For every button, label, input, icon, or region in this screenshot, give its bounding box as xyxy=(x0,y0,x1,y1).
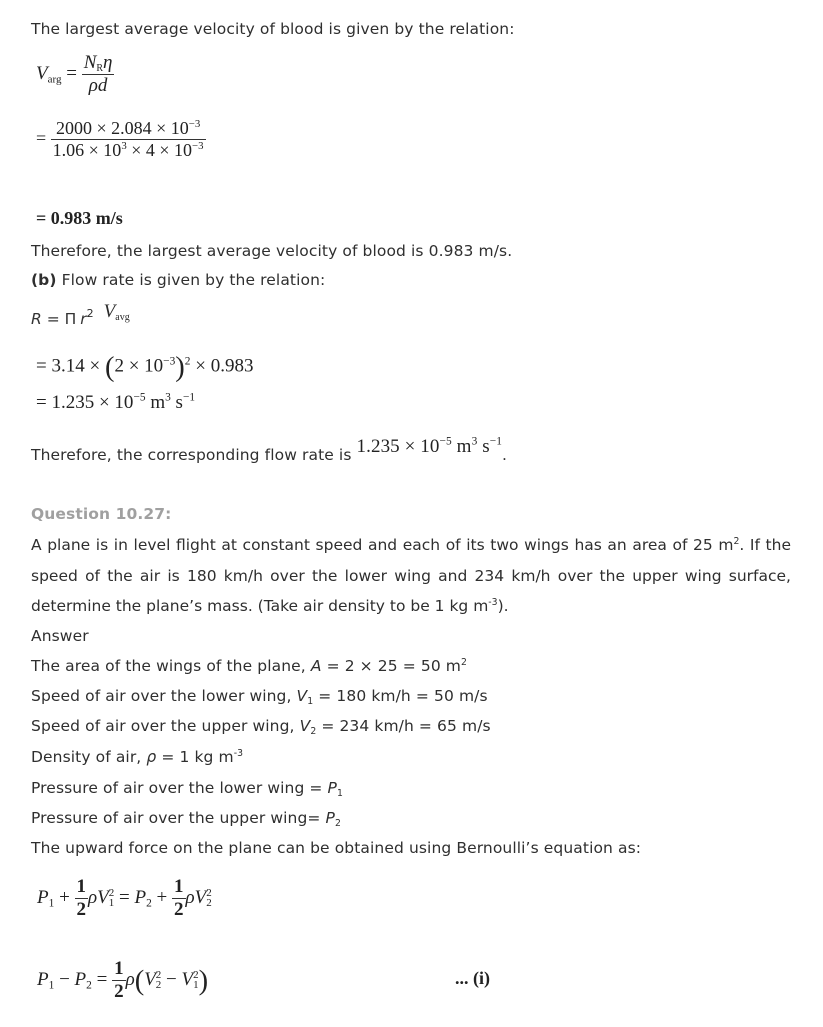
eta-symbol: η xyxy=(103,52,113,73)
answer-area-exponent: 2 xyxy=(461,656,468,668)
answer-line-v1 xyxy=(31,687,488,705)
answer-line-text: Density of air, xyxy=(31,748,147,766)
answer-line-rest: = 234 km/h = 65 m/s xyxy=(316,717,491,735)
substitution-numerator: 2000 × 2.084 × 10 xyxy=(55,118,189,138)
rho-v-symbol: ρV xyxy=(185,887,207,909)
half-fraction xyxy=(75,876,89,922)
answer-v1-subscript: 1 xyxy=(307,695,314,707)
minus-sign: − xyxy=(161,969,182,991)
v2-symbol: V xyxy=(144,969,156,991)
denominator-exponent-2: −3 xyxy=(192,139,204,152)
step2-exponent: −5 xyxy=(133,391,146,404)
answer-var-rho: ρ xyxy=(146,748,157,766)
velocity-result: = 0.983 m/s xyxy=(36,208,123,228)
answer-line-area xyxy=(31,657,467,675)
formula-denominator: ρd xyxy=(88,74,108,96)
question-text xyxy=(31,530,791,622)
answer-line-rest: = 2 × 25 = 50 m xyxy=(321,657,462,675)
step1-inner: 2 × 10 xyxy=(114,355,164,377)
formula-fraction xyxy=(82,52,115,98)
answer-v2-subscript: 2 xyxy=(310,725,317,737)
conclusion-unit-m: m xyxy=(451,436,472,457)
r-symbol: r xyxy=(80,310,87,328)
answer-line-density xyxy=(31,748,243,766)
n-subscript: R xyxy=(96,63,104,74)
velocity-substitution xyxy=(36,118,206,161)
flow-rate-conclusion-value xyxy=(357,436,503,457)
flow-rate-conclusion-text: Therefore, the corresponding flow rate is xyxy=(31,446,357,464)
right-paren: ) xyxy=(175,352,185,383)
answer-line-p2 xyxy=(31,809,341,827)
conclusion-unit-m-exponent: 3 xyxy=(471,435,478,448)
answer-label: Answer xyxy=(31,627,89,645)
answer-p1-subscript: 1 xyxy=(336,787,343,799)
conclusion-exponent: −5 xyxy=(439,435,452,448)
equals-sign: = xyxy=(114,887,135,909)
part-b-label: (b) xyxy=(31,271,57,289)
left-paren: ( xyxy=(104,352,115,383)
step1-prefix: = 3.14 × xyxy=(36,355,105,377)
v-avg-subscript: avg xyxy=(115,312,130,323)
answer-line-p1 xyxy=(31,779,343,797)
p2-symbol: P xyxy=(134,887,147,909)
answer-line-text: Speed of air over the lower wing, xyxy=(31,687,297,705)
rho-v-symbol: ρV xyxy=(88,887,109,909)
v2-exponent: 2 xyxy=(206,886,212,899)
flow-rate-intro xyxy=(31,271,325,289)
conclusion-unit-s-exponent: −1 xyxy=(489,435,503,448)
question-density-exponent: -3 xyxy=(488,596,498,608)
p1-symbol: P xyxy=(37,887,49,909)
equation-tag: ... (i) xyxy=(455,968,490,988)
answer-var-p: P xyxy=(327,779,337,797)
equals-sign: = xyxy=(36,127,47,148)
v2-subscript: 2 xyxy=(155,978,162,991)
v1-subscript: 1 xyxy=(193,978,199,991)
half-numerator: 1 xyxy=(174,876,184,897)
equals-sign: = xyxy=(91,969,113,991)
n-symbol: N xyxy=(83,52,97,73)
left-paren: ( xyxy=(134,965,145,997)
step1-outer-exponent: 2 xyxy=(184,355,191,368)
v1-subscript: 1 xyxy=(108,896,115,909)
flow-rate-intro-text: Flow rate is given by the relation: xyxy=(56,271,326,289)
substitution-fraction xyxy=(51,118,206,161)
flow-rate-formula xyxy=(31,301,130,330)
half-numerator: 1 xyxy=(76,876,87,897)
question-heading: Question 10.27: xyxy=(31,505,172,523)
flow-rate-conclusion xyxy=(31,435,508,466)
answer-var-a: A xyxy=(310,657,322,675)
unit-m-exponent: 3 xyxy=(165,391,171,404)
v2-subscript: 2 xyxy=(206,896,212,909)
answer-line-v2 xyxy=(31,717,491,735)
question-text-1: A plane is in level flight at constant speed and each of its two wings has an area of 25 m xyxy=(31,536,734,554)
answer-line-rest: = 1 kg m xyxy=(156,748,234,766)
unit-s-exponent: −1 xyxy=(182,391,196,404)
v1-exponent: 2 xyxy=(108,886,115,899)
p1-subscript: 1 xyxy=(48,897,55,910)
bernoulli-equation-1 xyxy=(37,876,212,922)
answer-var-v: V xyxy=(299,717,311,735)
flow-rate-step-1 xyxy=(36,352,253,384)
half-fraction xyxy=(112,958,126,1004)
v2-exponent: 2 xyxy=(155,968,162,981)
answer-line-rest: = 180 km/h = 50 m/s xyxy=(313,687,488,705)
pi-symbol: Π xyxy=(64,310,77,328)
answer-line-text: Pressure of air over the lower wing = xyxy=(31,779,328,797)
denominator-part-2: × 4 × 10 xyxy=(126,139,193,160)
right-paren: ) xyxy=(198,965,209,997)
answer-density-exponent: -3 xyxy=(233,747,244,759)
conclusion-unit-s: s xyxy=(477,436,490,457)
numerator-exponent: −3 xyxy=(188,117,201,130)
minus-sign: − xyxy=(54,969,75,991)
rho-symbol: ρ xyxy=(125,969,135,991)
answer-line-bernoulli: The upward force on the plane can be obtained using Bernoulli’s equation as: xyxy=(31,839,642,857)
step2-prefix: = 1.235 × 10 xyxy=(36,392,134,413)
half-denominator: 2 xyxy=(114,980,124,1002)
r-equals: R = xyxy=(31,310,65,328)
p1-subscript: 1 xyxy=(48,979,55,992)
r-exponent: 2 xyxy=(86,306,94,320)
question-area-exponent: 2 xyxy=(733,535,740,547)
p2-symbol: P xyxy=(74,969,87,991)
conclusion-value: 1.235 × 10 xyxy=(356,436,440,457)
answer-line-text: Speed of air over the upper wing, xyxy=(31,717,300,735)
velocity-conclusion: Therefore, the largest average velocity of blood is 0.983 m/s. xyxy=(31,242,513,260)
velocity-formula xyxy=(36,52,114,98)
p2-subscript: 2 xyxy=(146,897,152,910)
conclusion-period: . xyxy=(502,446,508,464)
plus-sign: + xyxy=(151,887,173,909)
unit-m: m xyxy=(145,392,166,413)
bernoulli-equation-2 xyxy=(37,958,208,1004)
v-subscript: arg xyxy=(47,73,62,86)
flow-rate-step-2 xyxy=(36,392,195,414)
question-text-2: . If the speed of the air is 180 km/h over the lower wing and 234 km/h over the upper wing surface, determine the plane’s mass. (Take air density to be 1 kg m xyxy=(31,536,791,615)
v1-symbol: V xyxy=(181,969,194,991)
question-text-3: ). xyxy=(497,597,509,615)
plus-sign: + xyxy=(54,887,75,909)
p2-subscript: 2 xyxy=(86,979,92,992)
half-denominator: 2 xyxy=(76,898,87,920)
denominator-part-1: 1.06 × 10 xyxy=(52,139,122,160)
step1-inner-exponent: −3 xyxy=(163,355,176,368)
equals-sign: = xyxy=(66,63,77,85)
v1-exponent: 2 xyxy=(193,968,199,981)
v-avg-symbol: V xyxy=(103,301,116,322)
step1-suffix: × 0.983 xyxy=(190,355,254,377)
denominator-exponent-1: 3 xyxy=(121,139,127,152)
unit-s: s xyxy=(170,392,183,413)
half-numerator: 1 xyxy=(114,958,124,979)
v-symbol: V xyxy=(36,63,48,85)
velocity-intro: The largest average velocity of blood is given by the relation: xyxy=(31,20,515,38)
half-denominator: 2 xyxy=(174,898,184,920)
half-fraction xyxy=(172,876,186,922)
answer-line-text: Pressure of air over the upper wing= xyxy=(31,809,326,827)
p1-symbol: P xyxy=(37,969,49,991)
answer-line-text: The area of the wings of the plane, xyxy=(31,657,311,675)
answer-p2-subscript: 2 xyxy=(335,817,342,829)
answer-var-p: P xyxy=(325,809,335,827)
answer-var-v: V xyxy=(296,687,308,705)
